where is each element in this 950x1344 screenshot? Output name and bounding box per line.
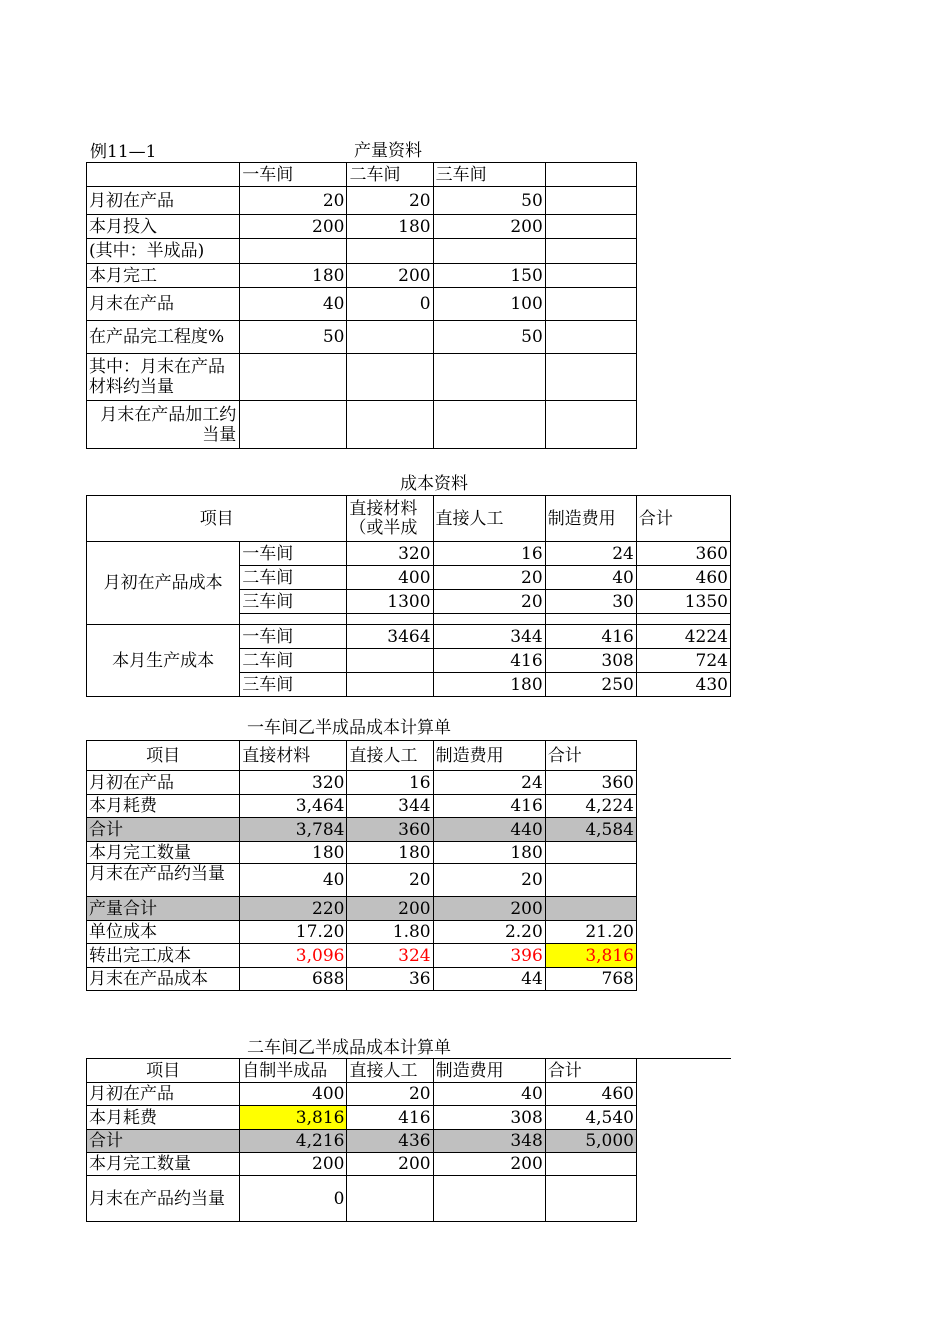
header-cell: 自制半成品 [240,1059,347,1083]
row-label: 本月完工数量 [87,1153,240,1176]
value-cell [545,239,636,264]
section-title-ws1-sheet: 一车间乙半成品成本计算单 [247,718,451,738]
value-cell [545,842,636,864]
value-cell: 40 [433,1083,545,1106]
row-label: 本月完工 [87,264,240,288]
value-cell: 180 [433,842,545,864]
value-cell: 3,096 [240,944,347,968]
value-cell: 4,584 [545,818,636,842]
value-cell: 4,540 [545,1106,636,1130]
table-row-total [87,818,637,842]
header-cell: 项目 [87,741,240,771]
row-label: 单位成本 [87,921,240,944]
value-cell: 460 [636,566,730,590]
header-cell: 合计 [545,741,636,771]
row-label: 月末在产品约当量 [87,1176,240,1222]
value-cell: 324 [347,944,433,968]
value-cell: 200 [433,897,545,921]
value-cell: 250 [545,673,636,697]
value-cell: 320 [240,771,347,795]
value-cell: 200 [347,1153,433,1176]
section-title-cost: 成本资料 [400,474,468,494]
value-cell: 50 [433,321,545,354]
value-cell: 3464 [347,625,433,649]
value-cell: 360 [545,771,636,795]
header-cell: 制造费用 [545,496,636,542]
value-cell [240,239,347,264]
value-cell: 50 [433,187,545,215]
value-cell: 4224 [636,625,730,649]
row-label: 合计 [87,818,240,842]
table-row [87,187,637,215]
value-cell: 1.80 [347,921,433,944]
value-cell: 200 [240,215,347,239]
value-cell: 400 [347,566,433,590]
value-cell: 20 [433,566,545,590]
value-cell [545,864,636,897]
ws2-cost-sheet [86,1058,637,1222]
workshop-label: 三车间 [240,590,347,614]
table-row [87,771,637,795]
row-label: 其中：月末在产品材料约当量 [87,354,240,401]
value-cell [240,401,347,449]
production-data-table [86,162,637,449]
table-row [87,542,731,566]
value-cell: 460 [545,1083,636,1106]
table-row [87,625,731,649]
table-row [87,288,637,321]
value-cell [545,321,636,354]
row-label: 本月投入 [87,215,240,239]
row-label: 转出完工成本 [87,944,240,968]
header-cell: 直接人工 [433,496,545,542]
value-cell: 40 [545,566,636,590]
workshop-label: 二车间 [240,649,347,673]
value-cell: 1300 [347,590,433,614]
table-row [87,944,637,968]
value-cell: 180 [347,842,433,864]
value-cell: 180 [433,673,545,697]
value-cell: 21.20 [545,921,636,944]
value-cell: 308 [545,649,636,673]
value-cell: 440 [433,818,545,842]
value-cell [433,354,545,401]
row-label: (其中：半成品) [87,239,240,264]
table-row [87,1176,637,1222]
value-cell: 100 [433,288,545,321]
header-cell [545,163,636,187]
table-row [87,864,637,897]
header-cell: 项目 [87,1059,240,1083]
value-cell: 220 [240,897,347,921]
table-row [87,354,637,401]
value-cell: 20 [347,187,433,215]
value-cell [545,1153,636,1176]
value-cell: 20 [433,864,545,897]
value-cell: 24 [545,542,636,566]
value-cell: 416 [433,795,545,818]
cost-data-table [86,495,731,697]
table-row [87,215,637,239]
value-cell [433,1176,545,1222]
value-cell: 308 [433,1106,545,1130]
header-cell: 直接材料 [240,741,347,771]
header-cell: 一车间 [240,163,347,187]
table-row-total [87,1130,637,1153]
transfer-total-cell: 3,816 [545,944,636,968]
value-cell: 768 [545,968,636,991]
row-label: 月末在产品成本 [87,968,240,991]
value-cell: 344 [347,795,433,818]
section-title-ws2-sheet: 二车间乙半成品成本计算单 [247,1038,451,1058]
value-cell: 40 [240,288,347,321]
row-label: 月初在产品 [87,771,240,795]
row-label: 合计 [87,1130,240,1153]
value-cell: 200 [347,264,433,288]
table-row [87,264,637,288]
header-cell: 二车间 [347,163,433,187]
value-cell: 20 [347,1083,433,1106]
value-cell [433,239,545,264]
header-cell: 三车间 [433,163,545,187]
table-row [87,401,637,449]
header-cell: 项目 [87,496,347,542]
header-cell: 直接人工 [347,1059,433,1083]
row-label: 月末在产品加工约当量 [87,401,240,449]
table-row [87,1106,637,1130]
value-cell: 16 [433,542,545,566]
value-cell [545,897,636,921]
value-cell [347,321,433,354]
table-row [87,1153,637,1176]
value-cell [347,1176,433,1222]
value-cell: 360 [636,542,730,566]
value-cell: 4,224 [545,795,636,818]
value-cell: 200 [240,1153,347,1176]
value-cell: 30 [545,590,636,614]
value-cell [347,354,433,401]
value-cell [347,239,433,264]
value-cell [545,401,636,449]
value-cell: 44 [433,968,545,991]
table-row-total [87,897,637,921]
value-cell: 17.20 [240,921,347,944]
table-row [87,1083,637,1106]
workshop-label: 一车间 [240,542,347,566]
value-cell: 320 [347,542,433,566]
table-row [87,842,637,864]
table-row [87,795,637,818]
value-cell: 348 [433,1130,545,1153]
row-label: 月末在产品约当量 [87,864,240,897]
value-cell: 4,216 [240,1130,347,1153]
value-cell: 416 [545,625,636,649]
workshop-label: 二车间 [240,566,347,590]
value-cell: 5,000 [545,1130,636,1153]
value-cell: 20 [240,187,347,215]
header-cell: 直接人工 [347,741,433,771]
value-cell: 20 [433,590,545,614]
value-cell: 200 [347,897,433,921]
value-cell [240,354,347,401]
example-label: 例11—1 [90,142,157,162]
value-cell: 180 [240,264,347,288]
row-label: 本月完工数量 [87,842,240,864]
table-row [87,921,637,944]
value-cell: 400 [240,1083,347,1106]
value-cell: 150 [433,264,545,288]
value-cell [545,187,636,215]
value-cell: 1350 [636,590,730,614]
table-row [87,239,637,264]
value-cell: 416 [433,649,545,673]
row-label: 月末在产品 [87,288,240,321]
workshop-label: 一车间 [240,625,347,649]
value-cell: 180 [240,842,347,864]
header-cell: 合计 [636,496,730,542]
value-cell: 40 [240,864,347,897]
header-cell: 制造费用 [433,1059,545,1083]
value-cell: 3,464 [240,795,347,818]
value-cell [545,1176,636,1222]
group-label: 本月生产成本 [87,625,240,697]
row-label: 本月耗费 [87,795,240,818]
header-cell: 制造费用 [433,741,545,771]
row-label: 产量合计 [87,897,240,921]
value-cell: 20 [347,864,433,897]
workshop-label: 三车间 [240,673,347,697]
value-cell: 724 [636,649,730,673]
value-cell: 200 [433,215,545,239]
value-cell: 50 [240,321,347,354]
value-cell: 0 [347,288,433,321]
group-label: 月初在产品成本 [87,542,240,625]
value-cell: 2.20 [433,921,545,944]
value-cell: 16 [347,771,433,795]
table-row [87,968,637,991]
value-cell [347,673,433,697]
header-cell [87,163,240,187]
value-cell: 430 [636,673,730,697]
value-cell: 36 [347,968,433,991]
row-label: 在产品完工程度% [87,321,240,354]
value-cell: 24 [433,771,545,795]
value-cell [545,288,636,321]
value-cell: 3,784 [240,818,347,842]
section-title-production: 产量资料 [354,141,422,161]
value-cell: 200 [433,1153,545,1176]
header-cell: 直接材料（或半成 [347,496,433,542]
row-label: 月初在产品 [87,1083,240,1106]
value-cell: 360 [347,818,433,842]
ws1-cost-sheet [86,740,637,991]
value-cell: 396 [433,944,545,968]
value-cell: 688 [240,968,347,991]
transferred-in-cell: 3,816 [240,1106,347,1130]
row-label: 月初在产品 [87,187,240,215]
value-cell [545,215,636,239]
value-cell: 180 [347,215,433,239]
row-label: 本月耗费 [87,1106,240,1130]
value-cell: 344 [433,625,545,649]
value-cell [347,401,433,449]
value-cell [545,354,636,401]
header-cell: 合计 [545,1059,636,1083]
value-cell: 416 [347,1106,433,1130]
value-cell [545,264,636,288]
value-cell [433,401,545,449]
value-cell: 0 [240,1176,347,1222]
value-cell: 436 [347,1130,433,1153]
table-row [87,321,637,354]
value-cell [347,649,433,673]
